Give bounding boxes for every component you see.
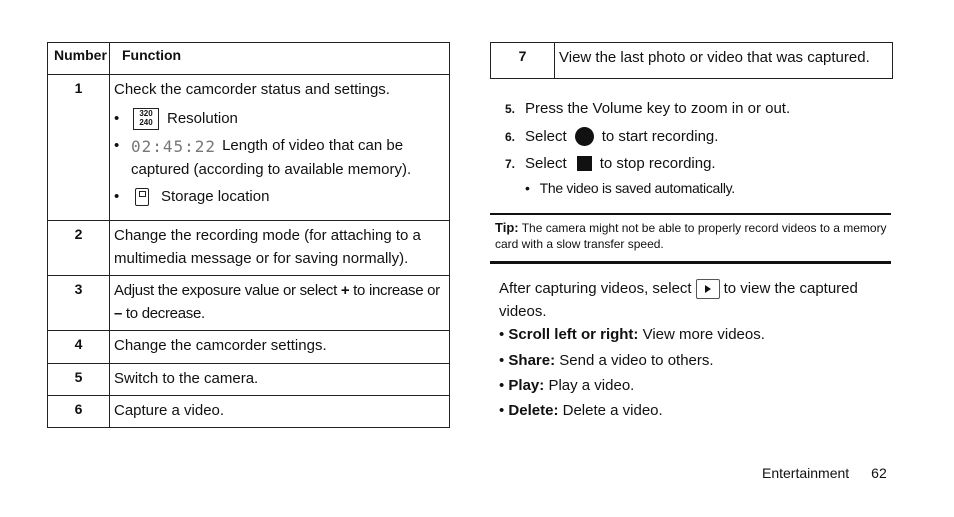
row-number: 4 <box>48 331 110 364</box>
page-number: 62 <box>871 465 887 481</box>
table-header-row <box>48 43 450 75</box>
step-number: 5. <box>505 101 516 116</box>
step-text-pre: Select <box>525 128 567 145</box>
bullet-storage: • Storage location <box>114 187 270 205</box>
row-function: Switch to the camera. <box>110 364 450 396</box>
step-sub-bullet: • The video is saved automatically. <box>525 180 735 196</box>
row-function: View the last photo or video that was captured. <box>555 43 893 79</box>
row-number: 7 <box>491 43 555 79</box>
step-text-post: to start recording. <box>601 128 719 145</box>
row-number: 5 <box>48 364 110 396</box>
length-label: Length of video that can be captured (according to available memory). <box>131 137 412 178</box>
table-row <box>48 276 450 331</box>
row-function: Capture a video. <box>110 396 450 428</box>
memory-card-icon <box>135 188 149 206</box>
table-row <box>48 221 450 276</box>
after-capture-text: After capturing videos, select to view the captured videos. <box>499 280 858 320</box>
option-delete: • Delete: Delete a video. <box>499 402 663 419</box>
function-table <box>47 42 450 428</box>
table-row <box>48 331 450 364</box>
stop-icon <box>577 156 592 171</box>
tip-divider-top <box>490 213 891 215</box>
page-footer <box>762 465 887 481</box>
tip-text: The camera might not be able to properly record videos to a memory card with a slow transfer speed. <box>495 221 887 251</box>
row-number: 6 <box>48 396 110 428</box>
timer-icon: 02:45:22 <box>131 136 217 156</box>
resolution-icon: 320 240 <box>133 108 159 130</box>
tip-label: Tip: <box>495 220 519 235</box>
step-text: Press the Volume key to zoom in or out. <box>525 100 791 117</box>
row-function: Adjust the exposure value or select + to increase or – to decrease. <box>110 276 450 331</box>
row-number: 2 <box>48 221 110 276</box>
header-function: Function <box>110 43 450 75</box>
step-text-pre: Select <box>525 155 567 172</box>
resolution-label: Resolution <box>167 110 238 127</box>
function-table-continued <box>490 42 893 79</box>
row-text: Check the camcorder status and settings. <box>114 81 390 98</box>
tip-box <box>495 220 887 252</box>
option-share: • Share: Send a video to others. <box>499 352 714 369</box>
row-function <box>110 75 450 221</box>
storage-label: Storage location <box>161 187 270 205</box>
table-row <box>48 75 450 221</box>
record-icon <box>575 127 594 146</box>
play-icon <box>696 279 720 299</box>
row-function: Change the recording mode (for attaching to a multimedia message or for saving normally). <box>110 221 450 276</box>
step-start-recording <box>505 127 718 146</box>
table-row <box>491 43 893 79</box>
bullet-length: • 02:45:22 Length of video that can be captured (according to available memory). <box>114 136 412 178</box>
step-text-post: to stop recording. <box>599 155 716 172</box>
table-row <box>48 396 450 428</box>
footer-section: Entertainment <box>762 465 850 481</box>
step-zoom <box>505 100 790 117</box>
bullet-resolution: • 320 240 Resolution <box>114 107 447 130</box>
header-number: Number <box>48 43 110 75</box>
table-row <box>48 364 450 396</box>
option-scroll: • Scroll left or right: View more videos. <box>499 326 765 343</box>
option-play: • Play: Play a video. <box>499 377 635 394</box>
row-number: 1 <box>48 75 110 221</box>
step-number: 6. <box>505 129 516 144</box>
row-number: 3 <box>48 276 110 331</box>
tip-divider-bottom <box>490 261 891 264</box>
step-stop-recording <box>505 155 716 172</box>
row-function: Change the camcorder settings. <box>110 331 450 364</box>
step-number: 7. <box>505 156 516 171</box>
